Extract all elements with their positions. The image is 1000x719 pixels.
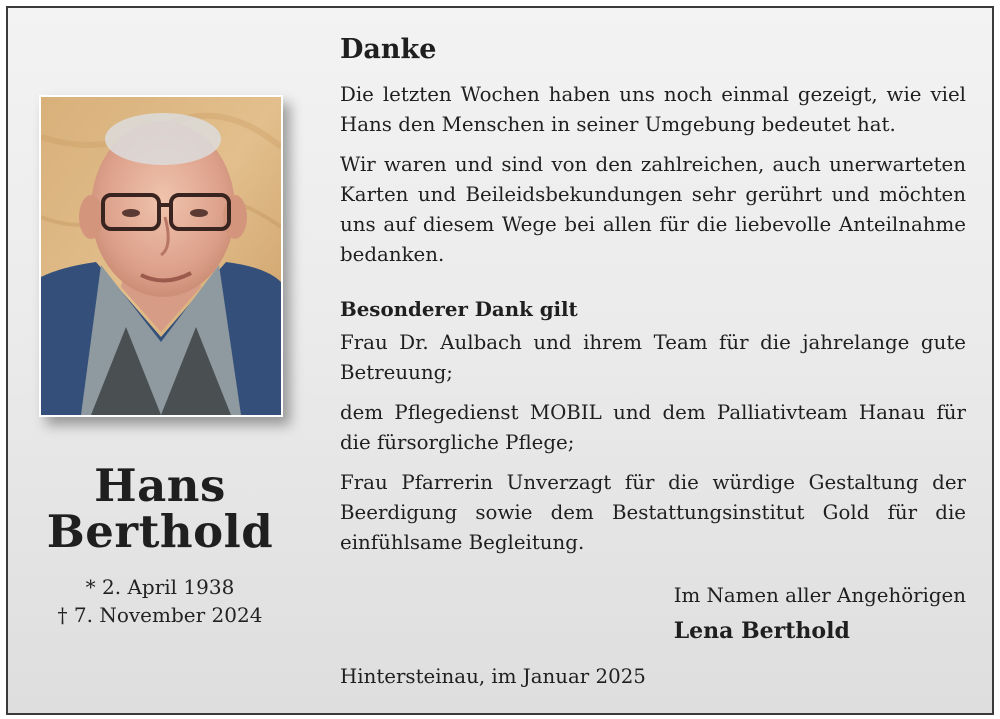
signoff (674, 581, 966, 651)
paragraph: Wir waren und sind von den zahlreichen, auch unerwarteten Karten und Beileidsbekundungen sehr gerührt und möchten uns auf diesem Wege bei allen für die liebevolle Anteilnahme bedanken. (340, 153, 966, 266)
obituary-card (6, 6, 994, 715)
signer-name: Lena Berthold (673, 618, 850, 644)
paragraph: Die letzten Wochen haben uns noch einmal gezeigt, wie viel Hans den Menschen in seiner Umgebung bedeutet hat. (340, 83, 966, 136)
signoff-line: Im Namen aller Angehörigen (673, 584, 966, 607)
thank-you-text (340, 32, 966, 568)
deceased-info (38, 459, 282, 629)
portrait-image (41, 97, 281, 415)
special-thanks-item: dem Pflegedienst MOBIL und dem Palliativteam Hanau für die fürsorgliche Pflege; (340, 401, 966, 454)
death-date: † 7. November 2024 (57, 603, 263, 627)
last-name: Berthold (46, 505, 274, 558)
life-dates (38, 573, 282, 629)
special-thanks-title: Besonderer Dank gilt (340, 297, 578, 321)
special-thanks-item: Frau Dr. Aulbach und ihrem Team für die jahrelange gute Betreuung; (340, 331, 966, 384)
heading: Danke (340, 34, 437, 65)
place-date: Hintersteinau, im Januar 2025 (340, 665, 646, 688)
birth-date: * 2. April 1938 (85, 575, 235, 599)
first-name: Hans (94, 459, 226, 512)
portrait-photo (39, 95, 283, 417)
special-thanks-item: Frau Pfarrerin Unverzagt für die würdige Gestaltung der Beerdigung sowie dem Bestattungsinstitut Gold für die einfühlsame Begleitung. (340, 471, 966, 554)
